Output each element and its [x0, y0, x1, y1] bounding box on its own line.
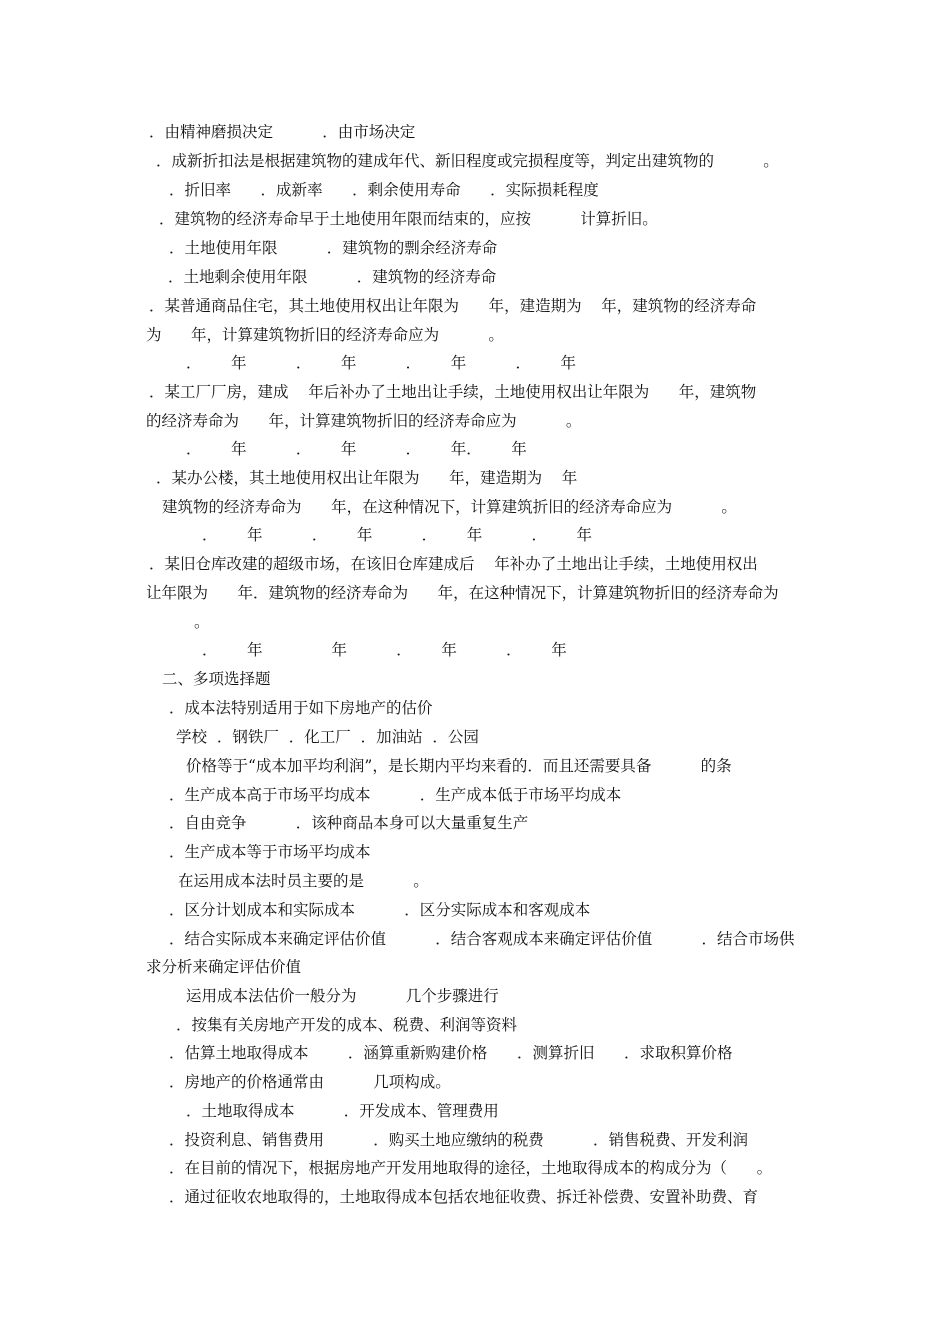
text-line: ．建筑物的经济寿命早于土地使用年限而结束的，应按 计算折旧。	[159, 210, 658, 228]
text-line: ．土地使用年限 ．建筑物的剽余经济寿命	[169, 239, 498, 257]
text-line: ．成本法特别适用于如下房地产的估价	[169, 699, 433, 717]
text-line: 在运用成本法时员主要的是 。	[178, 872, 429, 890]
text-line: ．生产成本等于市场平均成本	[169, 843, 371, 861]
text-line: ．某旧仓库改建的超级市场，在该旧仓库建成后 年补办了土地出让手续，土地使用权出	[149, 555, 758, 573]
text-line: ．折旧率 ．成新率 ．剩余使用寿命 ．实际损耗程度	[169, 181, 599, 199]
text-line: 建筑物的经济寿命为 年，在这种情况下，计算建筑折旧的经济寿命应为 。	[162, 498, 737, 516]
text-line: ．在目前的情况下，根据房地产开发用地取得的途径，土地取得成本的构成分为（ 。	[169, 1159, 773, 1177]
text-line: ．投资利息、销售费用 ．购买土地应缴纳的税费 ．销售税费、开发利润	[169, 1131, 749, 1149]
text-line: ．土地取得成本 ．开发成本、管理费用	[186, 1102, 499, 1120]
text-line: ． 年 ． 年 ． 年 ． 年	[202, 526, 593, 544]
text-line: ．土地剩余使用年限 ．建筑物的经济寿命	[168, 268, 497, 286]
text-line: ．区分计划成本和实际成本 ．区分实际成本和客观成本	[169, 901, 591, 919]
text-line: ．某工厂厂房，建成 年后补办了土地出让手续，土地使用权出让年限为 年，建筑物	[149, 383, 757, 401]
text-line: ．自由竞争 ．该种商品本身可以大量重复生产	[169, 814, 529, 832]
text-line: ．由精神磨损决定 ．由市场决定	[149, 123, 416, 141]
text-line: ．按集有关房地产开发的成本、税费、利润等资料	[176, 1016, 518, 1034]
text-line: 求分析来确定评估价值	[146, 958, 302, 976]
text-line: ．房地产的价格通常由 几项构成。	[169, 1073, 451, 1091]
text-line: ．某办公楼，其土地使用权出让年限为 年，建造期为 年	[156, 469, 578, 487]
text-line: ．通过征收农地取得的，土地取得成本包括农地征收费、拆迁补偿费、安置补助费、育	[169, 1188, 759, 1206]
text-line: ． 年 ． 年 ． 年 ． 年	[186, 354, 577, 372]
text-line: 价格等于“成本加平均利润”，是长期内平均来看的．而且还需要具备 的条	[186, 757, 732, 775]
text-line: ．结合实际成本来确定评估价值 ．结合客观成本来确定评估价值 ．结合市场供	[169, 930, 795, 948]
text-line: 为 年，计算建筑物折旧的经济寿命应为 。	[146, 326, 504, 344]
text-line: ． 年 年 ． 年 ． 年	[202, 641, 567, 659]
section-heading: 二、多项选择题	[162, 670, 271, 688]
text-line: 的经济寿命为 年，计算建筑物折旧的经济寿命应为 。	[146, 412, 582, 430]
text-line: ．估算土地取得成本 ．涵算重新购建价格 ．测算折旧 ．求取积算价格	[169, 1044, 733, 1062]
text-line: ． 年 ． 年 ． 年． 年	[186, 440, 527, 458]
text-line: 运用成本法估价一般分为 几个步骤进行	[186, 987, 499, 1005]
text-line: 让年限为 年．建筑物的经济寿命为 年，在这种情况下，计算建筑物折旧的经济寿命为	[146, 584, 779, 602]
text-line: ．生产成本高于市场平均成本 ．生产成本低于市场平均成本	[169, 786, 622, 804]
text-line: 学校 ．钢铁厂 ．化工厂 ．加油站 ．公园	[176, 728, 479, 746]
text-line: ．成新折扣法是根据建筑物的建成年代、新旧程度或完损程度等，判定出建筑物的 。	[156, 152, 779, 170]
text-line: ．某普通商品住宅，其土地使用权出让年限为 年，建造期为 年，建筑物的经济寿命	[149, 297, 757, 315]
text-line: 。	[194, 613, 210, 631]
